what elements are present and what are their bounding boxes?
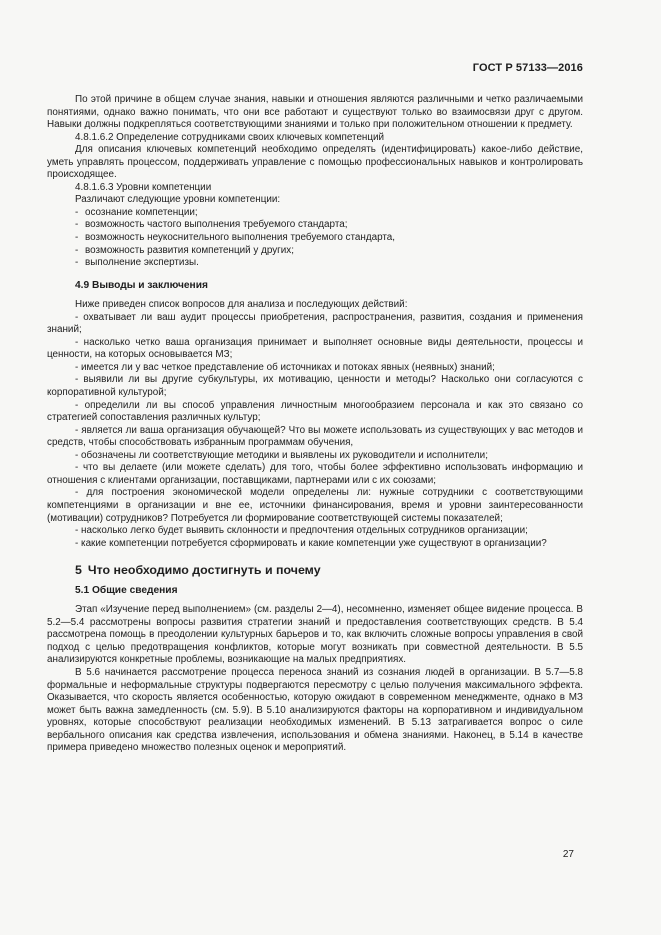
paragraph: По этой причине в общем случае знания, навыки и отношения являются различными и четко различаемыми понятиями, однако важно понимать, что они все работают и существуют только во взаимосвязи друг с другом. Навыки должны подкрепляться соответствующими знаниями и только при положительном отношении к предмету.	[47, 94, 583, 131]
paragraph: Для описания ключевых компетенций необходимо определять (идентифицировать) какое-либо действие, уметь управлять процессом, поддерживать управление с помощью профессиональных навыков и контролировать происходящее.	[47, 144, 583, 181]
list-item: - имеется ли у вас четкое представление об источниках и потоках явных (неявных) знаний;	[75, 361, 495, 373]
questions-list	[47, 312, 583, 550]
list-item: - выполнение экспертизы.	[75, 257, 199, 269]
section-title: Что необходимо достигнуть и почему	[87, 563, 321, 578]
section-number: 5	[75, 563, 82, 578]
page-content	[47, 94, 583, 755]
list-item: - возможность неукоснительного выполнения требуемого стандарта,	[75, 232, 396, 244]
subsection-title: 4.8.1.6.2 Определение сотрудниками своих ключевых компетенций	[75, 131, 385, 143]
list-item: - определили ли вы способ управления личностным многообразием персонала и как это связано со стратегией сопоставления различных культур;	[47, 399, 583, 424]
subsection-title: 4.8.1.6.3 Уровни компетенции	[75, 181, 212, 193]
competence-levels-list	[47, 207, 583, 270]
list-item: - осознание компетенции;	[75, 206, 198, 218]
list-item: - насколько четко ваша организация принимает и выполняет основные виды деятельности, процессы и ценности, на которых основывается МЗ;	[47, 336, 583, 361]
paragraph: Этап «Изучение перед выполнением» (см. разделы 2—4), несомненно, изменяет общее видение процесса. В 5.2—5.4 рассмотрены вопросы развития стратегии знаний и предоставления соответствующих средств. В 5.4 рассмотрена помощь в преодолении культурных барьеров и то, как включить сложные вопросы управления в свой подход с целью предотвращения конфликтов, которые могут возникать при совместной деятельности. В 5.5 анализируются конкретные проблемы, возникающие на малых предприятиях.	[47, 604, 583, 666]
section-heading-4-9: 4.9 Выводы и заключения	[75, 279, 208, 291]
list-item: - насколько легко будет выявить склонности и предпочтения отдельных сотрудников организации;	[75, 525, 528, 537]
paragraph: Различают следующие уровни компетенции:	[75, 194, 281, 206]
paragraph: В 5.6 начинается рассмотрение процесса переноса знаний из сознания людей в организации. В 5.7—5.8 формальные и неформальные структуры подвергаются пересмотру с целью получения максимального эффекта. Оказывается, что скорость является особенностью, которую ожидают в современном менеджменте, однако в МЗ может быть важна замедленность (см. 5.9). В 5.10 анализируются факторы на корпоративном и индивидуальном уровнях, которые способствуют реализации необходимых изменений. В 5.13 затрагивается вопрос о силе вербального описания как средства извлечения, использования и обмена знаниями. Наконец, в 5.14 в качестве примера приведено множество полезных оценок и мероприятий.	[47, 666, 583, 754]
section-heading-5	[47, 564, 583, 577]
list-item: - возможность развития компетенций у других;	[75, 244, 294, 256]
paragraph: Ниже приведен список вопросов для анализа и последующих действий:	[75, 299, 408, 311]
list-item: - является ли ваша организация обучающей? Что вы можете использовать из существующих у вас методов и средств, чтобы способствовать избранным программам обучения,	[47, 424, 583, 449]
standard-code: ГОСТ Р 57133—2016	[472, 62, 583, 74]
section-heading-5-1: 5.1 Общие сведения	[75, 584, 178, 596]
list-item: - охватывает ли ваш аудит процессы приобретения, распространения, развития, создания и применения знаний;	[47, 311, 583, 336]
page-number: 27	[562, 849, 574, 860]
list-item: - обозначены ли соответствующие методики и выявлены их руководители и исполнители;	[75, 449, 488, 461]
list-item: - какие компетенции потребуется сформировать и какие компетенции уже существуют в организации?	[75, 537, 547, 549]
list-item: - что вы делаете (или можете сделать) для того, чтобы более эффективно использовать информацию и отношения с клиентами организации, поставщиками, партнерами или с их союзами;	[47, 462, 583, 486]
list-item: - выявили ли вы другие субкультуры, их мотивацию, ценности и методы? Насколько они согласуются с корпоративной культурой;	[47, 374, 583, 399]
list-item: - возможность частого выполнения требуемого стандарта;	[75, 219, 348, 231]
list-item: - для построения экономической модели определены ли: нужные сотрудники с соответствующими компетенциями в организации и вне ее, источники финансирования, время и уровни заинтересованности (мотивации) сотрудников? Потребуется ли формирование соответствующей системы показателей;	[47, 487, 583, 524]
